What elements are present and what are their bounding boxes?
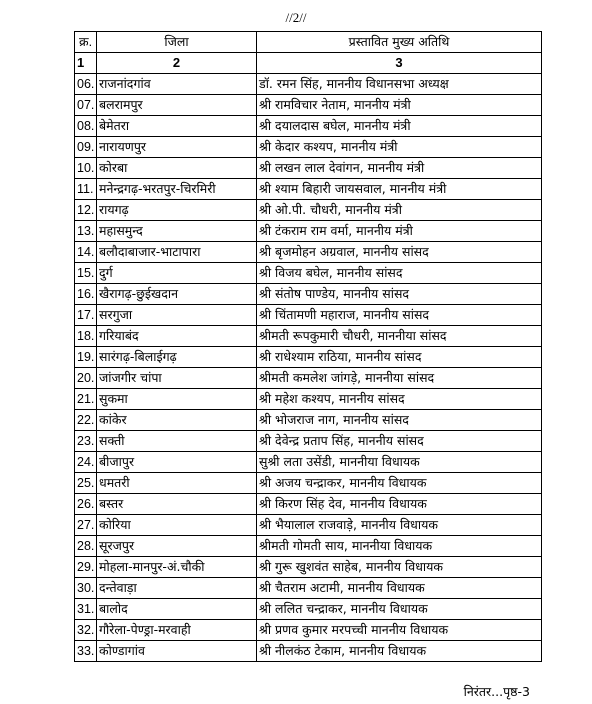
row-serial: 18. [75,326,97,347]
table-row [75,452,542,473]
row-guest: श्री लखन लाल देवांगन, माननीय मंत्री [257,158,542,179]
row-serial: 19. [75,347,97,368]
row-district: गौरेला-पेण्ड्रा-मरवाही [97,620,257,641]
row-guest: श्रीमती कमलेश जांगड़े, माननीया सांसद [257,368,542,389]
header-district: जिला [97,32,257,53]
table-row [75,347,542,368]
table-row [75,557,542,578]
row-guest: श्री किरण सिंह देव, माननीय विधायक [257,494,542,515]
row-serial: 08. [75,116,97,137]
header-guest: प्रस्तावित मुख्य अतिथि [257,32,542,53]
chief-guest-table [74,31,542,662]
row-guest: श्री नीलकंठ टेकाम, माननीय विधायक [257,641,542,662]
row-district: रायगढ़ [97,200,257,221]
row-guest: श्री महेश कश्यप, माननीय सांसद [257,389,542,410]
row-district: कोरबा [97,158,257,179]
row-serial: 26. [75,494,97,515]
row-district: खैरागढ़-छुईखदान [97,284,257,305]
row-district: बीजापुर [97,452,257,473]
table-row [75,473,542,494]
header-serial: क्र. [75,32,97,53]
row-guest: श्री गुरू खुशवंत साहेब, माननीय विधायक [257,557,542,578]
row-district: कोण्डागांव [97,641,257,662]
row-serial: 21. [75,389,97,410]
table-row [75,410,542,431]
row-district: राजनांदगांव [97,74,257,95]
row-district: सुकमा [97,389,257,410]
row-district: बलरामपुर [97,95,257,116]
index-serial: 1 [75,53,97,74]
row-serial: 12. [75,200,97,221]
row-serial: 16. [75,284,97,305]
table-row [75,578,542,599]
row-district: बालोद [97,599,257,620]
row-serial: 17. [75,305,97,326]
row-guest: श्री ओ.पी. चौधरी, माननीय मंत्री [257,200,542,221]
table-row [75,536,542,557]
row-guest: श्री अजय चन्द्राकर, माननीय विधायक [257,473,542,494]
row-serial: 27. [75,515,97,536]
row-district: दन्तेवाड़ा [97,578,257,599]
row-serial: 29. [75,557,97,578]
table-row [75,431,542,452]
row-serial: 20. [75,368,97,389]
row-guest: श्री भोजराज नाग, माननीय सांसद [257,410,542,431]
row-district: सूरजपुर [97,536,257,557]
row-district: धमतरी [97,473,257,494]
table-index-row [75,53,542,74]
row-district: जांजगीर चांपा [97,368,257,389]
page-marker: //2// [285,10,307,25]
row-guest: श्री चैतराम अटामी, माननीय विधायक [257,578,542,599]
table-row [75,326,542,347]
row-serial: 31. [75,599,97,620]
row-guest: श्री बृजमोहन अग्रवाल, माननीय सांसद [257,242,542,263]
row-guest: श्री केदार कश्यप, माननीय मंत्री [257,137,542,158]
table-row [75,494,542,515]
row-guest: सुश्री लता उसेंडी, माननीया विधायक [257,452,542,473]
row-district: सक्ती [97,431,257,452]
row-district: बलौदाबाजार-भाटापारा [97,242,257,263]
table-header-row [75,32,542,53]
row-serial: 32. [75,620,97,641]
row-guest: श्री रामविचार नेताम, माननीय मंत्री [257,95,542,116]
table-body [75,32,542,662]
row-guest: श्री चिंतामणी महाराज, माननीय सांसद [257,305,542,326]
row-district: बस्तर [97,494,257,515]
index-guest: 3 [257,53,542,74]
table-row [75,221,542,242]
row-district: सारंगढ़-बिलाईगढ़ [97,347,257,368]
row-serial: 07. [75,95,97,116]
table-row [75,389,542,410]
row-district: कोरिया [97,515,257,536]
row-district: महासमुन्द [97,221,257,242]
row-guest: श्री देवेन्द्र प्रताप सिंह, माननीय सांसद [257,431,542,452]
row-serial: 15. [75,263,97,284]
row-serial: 14. [75,242,97,263]
row-district: गरियाबंद [97,326,257,347]
row-guest: श्री ललित चन्द्राकर, माननीय विधायक [257,599,542,620]
table-row [75,263,542,284]
table-row [75,74,542,95]
row-guest: श्री विजय बघेल, माननीय सांसद [257,263,542,284]
row-serial: 23. [75,431,97,452]
row-serial: 13. [75,221,97,242]
row-guest: श्री टंकराम राम वर्मा, माननीय मंत्री [257,221,542,242]
table-row [75,158,542,179]
table-row [75,137,542,158]
table-row [75,641,542,662]
row-guest: श्री भैयालाल राजवाड़े, माननीय विधायक [257,515,542,536]
row-serial: 10. [75,158,97,179]
table-row [75,95,542,116]
row-serial: 06. [75,74,97,95]
row-serial: 30. [75,578,97,599]
row-guest: श्री राधेश्याम राठिया, माननीय सांसद [257,347,542,368]
row-district: दुर्ग [97,263,257,284]
row-serial: 11. [75,179,97,200]
continued-note: निरंतर...पृष्ठ-3 [463,684,530,699]
row-serial: 24. [75,452,97,473]
table-row [75,599,542,620]
table-row [75,179,542,200]
row-serial: 22. [75,410,97,431]
row-district: मोहला-मानपुर-अं.चौकी [97,557,257,578]
row-district: सरगुजा [97,305,257,326]
row-guest: श्री श्याम बिहारी जायसवाल, माननीय मंत्री [257,179,542,200]
row-serial: 28. [75,536,97,557]
index-district: 2 [97,53,257,74]
row-guest: श्रीमती रूपकुमारी चौधरी, माननीया सांसद [257,326,542,347]
row-district: कांकेर [97,410,257,431]
table-row [75,242,542,263]
table-row [75,515,542,536]
row-guest: श्री संतोष पाण्डेय, माननीय सांसद [257,284,542,305]
table-row [75,368,542,389]
row-serial: 09. [75,137,97,158]
table-row [75,620,542,641]
row-district: नारायणपुर [97,137,257,158]
row-guest: श्री दयालदास बघेल, माननीय मंत्री [257,116,542,137]
row-district: बेमेतरा [97,116,257,137]
row-serial: 33. [75,641,97,662]
row-serial: 25. [75,473,97,494]
table-row [75,305,542,326]
row-guest: श्रीमती गोमती साय, माननीया विधायक [257,536,542,557]
table-row [75,116,542,137]
row-district: मनेन्द्रगढ़-भरतपुर-चिरमिरी [97,179,257,200]
row-guest: डॉ. रमन सिंह, माननीय विधानसभा अध्यक्ष [257,74,542,95]
table-row [75,284,542,305]
row-guest: श्री प्रणव कुमार मरपच्ची माननीय विधायक [257,620,542,641]
table-row [75,200,542,221]
